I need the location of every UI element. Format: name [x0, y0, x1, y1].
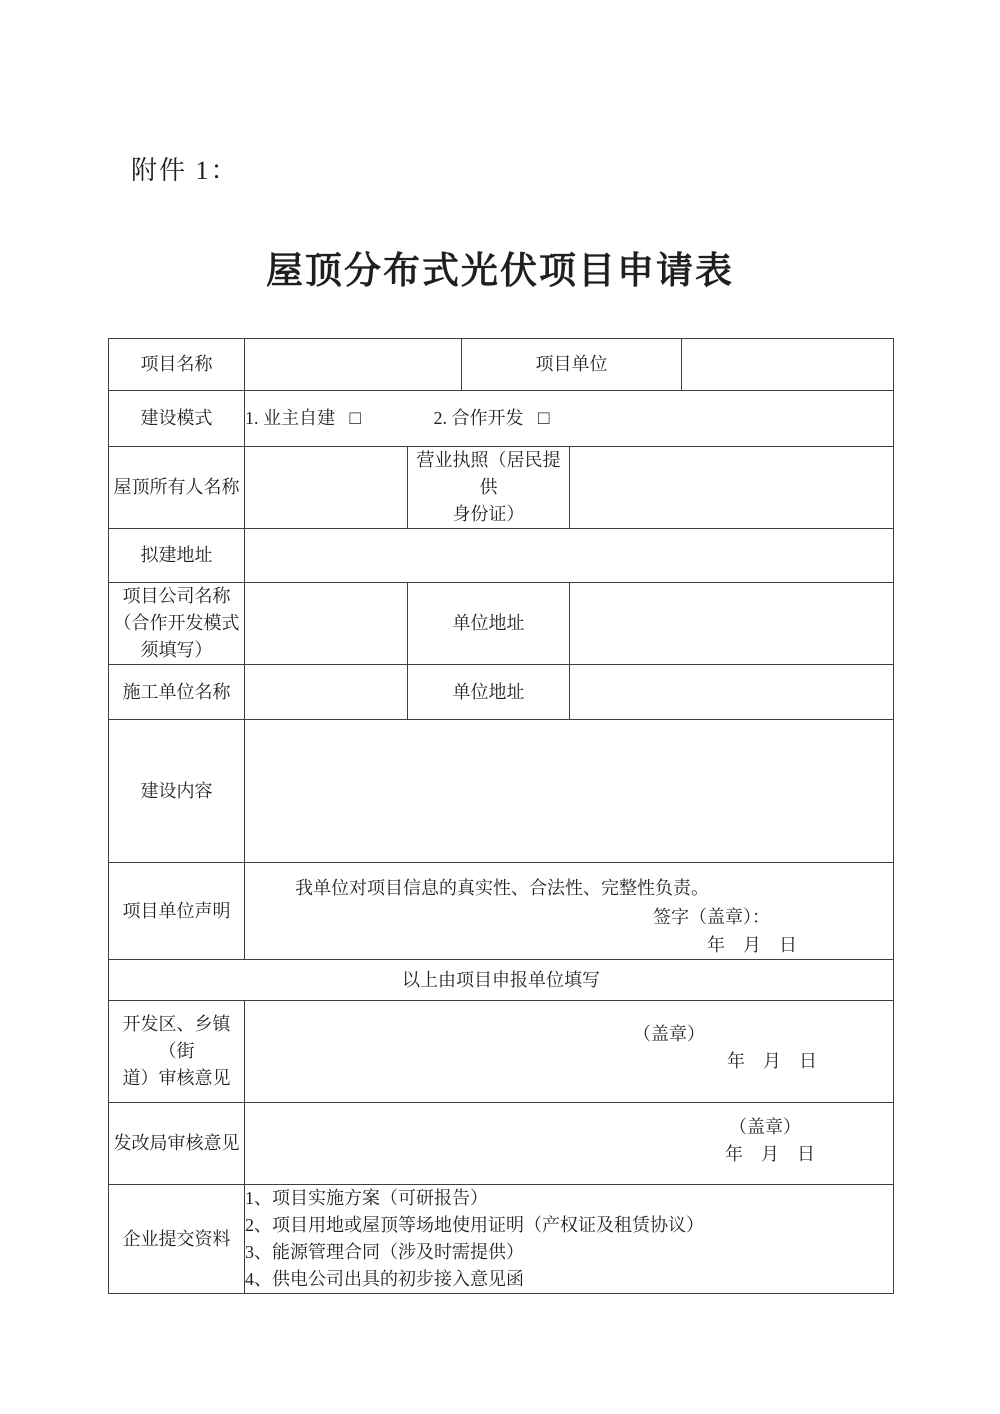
document-title: 屋顶分布式光伏项目申请表 [266, 251, 734, 292]
town-review-label-line2: 道）审核意见 [122, 1068, 231, 1088]
submission-item-2: 2、项目用地或屋顶等场地使用证明（产权证及租赁协议） [245, 1215, 704, 1235]
business-license-label-line1: 营业执照（居民提供 [416, 450, 561, 497]
construction-unit-address-value-cell [570, 665, 894, 720]
submission-materials-label: 企业提交资料 [109, 1185, 245, 1294]
project-unit-label: 项目单位 [462, 339, 682, 391]
business-license-label-line2: 身份证） [452, 504, 525, 524]
declaration-content-cell [245, 863, 894, 960]
ndrc-review-label: 发改局审核意见 [109, 1103, 245, 1185]
build-content-value-cell [245, 720, 894, 863]
construction-unit-value-cell [245, 665, 408, 720]
construction-unit-label: 施工单位名称 [109, 665, 245, 720]
row-fill-note [109, 960, 894, 1001]
declaration-date-line: 年 月 日 [707, 935, 797, 955]
project-company-label-line1: 项目公司名称 [122, 586, 231, 606]
town-review-label-line1: 开发区、乡镇（街 [122, 1014, 231, 1061]
town-review-seal-line: （盖章） [633, 1024, 705, 1044]
submission-item-4: 4、供电公司出具的初步接入意见函 [245, 1269, 524, 1289]
option-cooperative-development [433, 405, 549, 432]
project-name-value-cell [245, 339, 462, 391]
row-declaration [109, 863, 894, 960]
ndrc-review-seal-line: （盖章） [729, 1116, 801, 1137]
submission-item-1: 1、项目实施方案（可研报告） [245, 1188, 488, 1208]
business-license-value-cell [570, 447, 894, 529]
declaration-label: 项目单位声明 [109, 863, 245, 960]
submission-materials-list [245, 1185, 894, 1294]
attachment-label: 附件 1： [131, 156, 239, 185]
ndrc-review-date-line: 年 月 日 [725, 1143, 815, 1164]
submission-item-3: 3、能源管理合同（涉及时需提供） [245, 1242, 524, 1262]
row-project-company [109, 583, 894, 665]
town-review-content-cell [245, 1001, 894, 1103]
build-address-value-cell [245, 529, 894, 583]
construction-unit-address-label: 单位地址 [408, 665, 570, 720]
application-form-table [108, 338, 894, 1294]
project-company-label [109, 583, 245, 665]
build-mode-options-cell [245, 391, 894, 447]
row-project-name [109, 339, 894, 391]
option-cooperative-development-text: 2. 合作开发 [433, 408, 524, 428]
ndrc-review-content-cell [245, 1103, 894, 1185]
option-owner-self-build [245, 405, 361, 432]
checkbox-owner-self-build-icon: □ [349, 408, 361, 429]
row-town-review [109, 1001, 894, 1103]
town-review-label [109, 1001, 245, 1103]
project-company-address-value-cell [570, 583, 894, 665]
checkbox-cooperative-development-icon: □ [537, 408, 550, 429]
roof-owner-label: 屋顶所有人名称 [109, 447, 245, 529]
project-company-address-label: 单位地址 [408, 583, 570, 665]
fill-note: 以上由项目申报单位填写 [109, 960, 894, 1001]
project-unit-value-cell [682, 339, 894, 391]
business-license-label [408, 447, 570, 529]
build-address-label: 拟建地址 [109, 529, 245, 583]
roof-owner-value-cell [245, 447, 408, 529]
row-ndrc-review [109, 1103, 894, 1185]
row-build-content [109, 720, 894, 863]
town-review-date-line: 年 月 日 [727, 1051, 817, 1071]
project-company-label-line3: 须填写） [140, 640, 213, 660]
declaration-statement: 我单位对项目信息的真实性、合法性、完整性负责。 [295, 878, 709, 898]
declaration-signature-line: 签字（盖章）： [653, 907, 770, 927]
row-roof-owner [109, 447, 894, 529]
row-build-mode [109, 391, 894, 447]
build-mode-label: 建设模式 [109, 391, 245, 447]
row-build-address [109, 529, 894, 583]
row-construction-unit [109, 665, 894, 720]
build-content-label: 建设内容 [109, 720, 245, 863]
project-company-value-cell [245, 583, 408, 665]
project-company-label-line2: （合作开发模式 [113, 613, 240, 633]
option-owner-self-build-text: 1. 业主自建 [245, 408, 335, 428]
row-submission-materials [109, 1185, 894, 1294]
project-name-label: 项目名称 [109, 339, 245, 391]
